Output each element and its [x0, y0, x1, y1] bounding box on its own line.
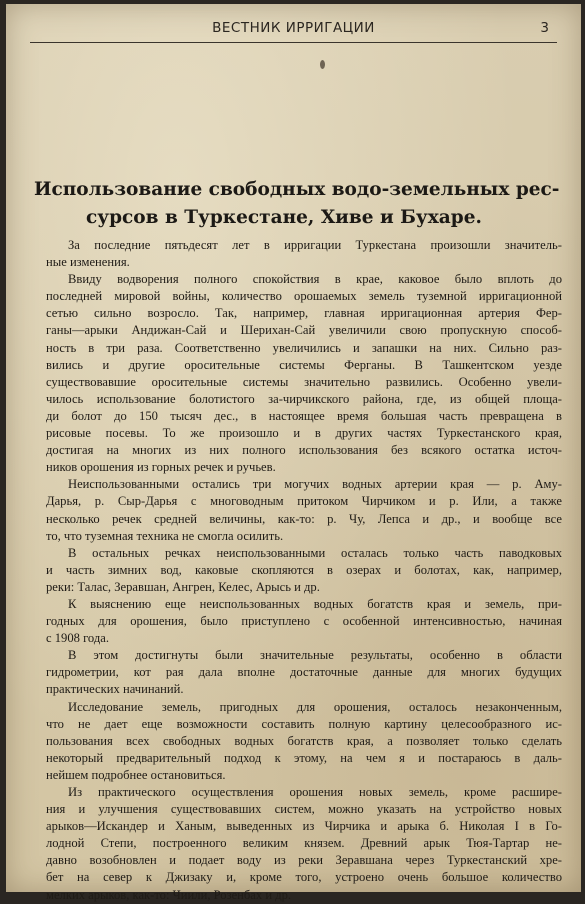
text-line: что не дает еще возможности составить полную картину целесообразного ис- — [46, 716, 562, 731]
text-line: арыков—Искандер и Ханым, выведенных из Чирчика и арыка б. Николая I в Го- — [46, 819, 562, 834]
text-line: давно возобновлен и подает воду из реки Зеравшана через Туркестанский хре- — [46, 853, 562, 868]
paragraph — [46, 699, 562, 784]
document-page — [6, 4, 581, 902]
article-title — [28, 176, 561, 232]
text-line: вились и другие оросительные системы Ферганы. В Ташкентском уезде — [46, 357, 562, 372]
text-line: ганы—арыки Андижан-Сай и Шерихан-Сай увеличили свою пропускную способ- — [46, 323, 562, 338]
text-line: существовавшие оросительные системы значительно развились. Особенно увели- — [46, 374, 562, 389]
article-body — [46, 237, 562, 904]
text-line: Исследование земель, пригодных для орошения, осталось незаконченным, — [68, 699, 562, 714]
text-line: ность в три раза. Соответственно увеличились и запашки на них. Сильно раз- — [46, 340, 562, 355]
text-line: рисовые посевы. То же произошло и в других частях Туркестанского края, — [46, 426, 562, 441]
text-line: несколько речек средней величины, как-то: р. Чу, Лепса и др., и вообще все — [46, 511, 562, 526]
text-line: лодной Степи, построенного великим князем. Древний арык Тюя-Тартар не- — [46, 836, 562, 851]
text-line: сетью сильно возросло. Так, например, главная ирригационная артерия Фер- — [46, 306, 562, 321]
text-line: практических начинаний. — [46, 682, 184, 697]
text-line: то, что туземная техника не смогла осилить. — [46, 528, 284, 543]
paragraph — [46, 784, 562, 904]
article-title-line: сурсов в Туркестане, Хиве и Бухаре. — [86, 207, 482, 228]
text-line: В остальных речках неиспользованными осталась только часть паводковых — [68, 545, 562, 560]
text-line: и часть зимних вод, каковые скопляются в озерах и болотах, как, например, — [46, 562, 562, 577]
running-header — [30, 16, 557, 43]
article-title-line: Использование свободных водо-земельных рес- — [34, 179, 560, 200]
text-line: Ввиду водворения полного спокойствия в крае, каковое было вплоть до — [68, 272, 562, 287]
text-line: пользования всех свободных водных богатств края, а позволяет только сделать — [46, 733, 562, 748]
text-line: нейшем подробнее остановиться. — [46, 767, 226, 782]
paragraph — [46, 647, 562, 698]
text-line: некоторый предварительный подход к этому, на чем я и постараюсь в даль- — [46, 750, 562, 765]
text-line: с 1908 года. — [46, 631, 110, 646]
text-line: чилось использование болотистого за-чирчикского района, где, из общей площа- — [46, 391, 562, 406]
text-line: К выяснению еще неиспользованных водных богатств края и земель, при- — [68, 596, 562, 611]
paragraph — [46, 545, 562, 596]
text-line: гидрометрии, кот рая дала вполне достаточные данные для многих будущих — [46, 665, 562, 680]
text-line: мелких арыков, как-то: Чиили, Розенбах и др. — [46, 887, 292, 902]
text-line: ные изменения. — [46, 255, 130, 270]
text-line: Неиспользованными остались три могучих водных артерии края — р. Аму- — [68, 477, 562, 492]
text-line: ния и улучшения существовавших систем, можно указать на устройство новых — [46, 802, 562, 817]
text-line: Дарья, р. Сыр-Дарья с многоводным притоком Чирчиком и р. Или, а также — [46, 494, 562, 509]
page-number: 3 — [540, 20, 549, 36]
text-line: последней мировой войны, количество орошаемых земель туземной ирригационной — [46, 289, 562, 304]
journal-title: ВЕСТНИК ИРРИГАЦИИ — [212, 20, 375, 36]
text-line: ников орошения из горных речек и ручьев. — [46, 460, 276, 475]
text-line: В этом достигнуты были значительные результаты, особенно в области — [68, 648, 562, 663]
text-line: бет на север к Джизаку и, кроме того, устроено очень большое количество — [46, 870, 562, 885]
paragraph — [46, 237, 562, 271]
text-line: годных для орошения, было приступлено с особенной интенсивностью, начиная — [46, 614, 562, 629]
text-line: Из практического осуществления орошения новых земель, кроме расшире- — [68, 785, 562, 799]
text-line: достигая на многих из них полного использования без всякого остатка источ- — [46, 443, 562, 458]
paragraph — [46, 476, 562, 544]
text-line: реки: Талас, Зеравшан, Ангрен, Келес, Арысь и др. — [46, 579, 320, 594]
ink-spot — [320, 60, 325, 69]
text-line: ди болот до 150 тысяч дес., в настоящее время большая часть превращена в — [46, 408, 562, 423]
paragraph — [46, 271, 562, 476]
paragraph — [46, 596, 562, 647]
text-line: За последние пятьдесят лет в ирригации Туркестана произошли значитель- — [68, 238, 562, 252]
